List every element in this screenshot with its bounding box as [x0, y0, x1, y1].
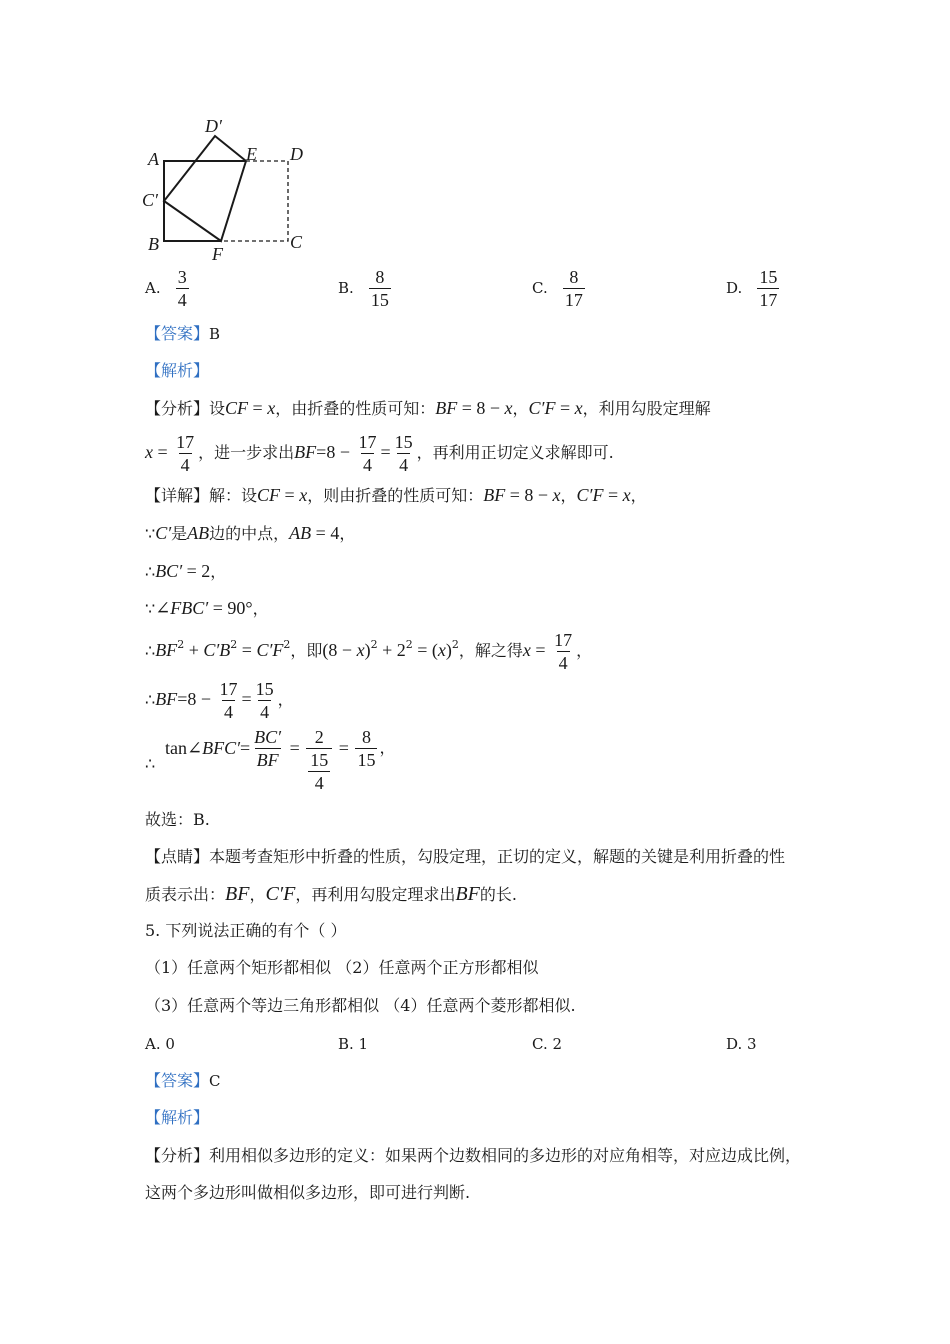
- q4-detail-line1: 【详解】解：设CF = x，则由折叠的性质可知：BF = 8 − x，C′F = x，: [145, 485, 647, 505]
- q4-detail-line5: $\therefore BF^2 + C'B^2 = C'F^2$，即$(8 - x)^2 + 2^2 = (x)^2$，解之得x = $\frac{17}{4}$ ，: [145, 630, 593, 673]
- label-d: D: [290, 144, 303, 164]
- figure-dashed-lines: [221, 161, 288, 241]
- q4-guxuan: 故选：B.: [145, 810, 210, 829]
- q5-answer: 【答案】C: [145, 1071, 221, 1090]
- label-f: F: [212, 244, 223, 262]
- q5-analysis-line1: 【分析】利用相似多边形的定义：如果两个边数相同的多边形的对应角相等，对应边成比例，: [145, 1146, 802, 1165]
- label-c-prime: C′: [142, 190, 158, 210]
- q4-option-d: D. $\frac{15}{17}$: [726, 267, 778, 310]
- q5-statement-1-2: （1）任意两个矩形都相似 （2）任意两个正方形都相似: [145, 958, 539, 977]
- q4-analysis-line1: 【分析】设CF = x，由折叠的性质可知：BF = 8 − x，C′F = x，利用勾股定理解: [145, 398, 711, 418]
- label-a: A: [148, 149, 159, 169]
- q4-analysis-line2: x = $\frac{17}{4}$ ，进一步求出BF=8 − $\frac{17}{4}$ = $\frac{15}{4}$ ，再利用正切定义求解即可.: [145, 432, 614, 475]
- q5-stem: 5. 下列说法正确的有个（ ）: [145, 921, 347, 940]
- q4-detail-line3: ∴BC′ = 2，: [145, 561, 227, 581]
- q5-option-c: C. 2: [532, 1035, 563, 1053]
- figure-folded-edges: [164, 136, 246, 241]
- q4-detail-line6: ∴BF=8 − $\frac{17}{4}$ = $\frac{15}{4}$ ，: [145, 679, 294, 722]
- q4-option-b: B. $\frac{8}{15}$: [338, 267, 389, 310]
- q5-jiexi-heading: 【解析】: [145, 1108, 210, 1127]
- q4-option-c: C. $\frac{8}{17}$: [532, 267, 583, 310]
- q4-jiexi-heading: 【解析】: [145, 361, 210, 380]
- q4-comment-line1: 【点睛】本题考查矩形中折叠的性质，勾股定理，正切的定义，解题的关键是利用折叠的性: [145, 847, 786, 866]
- q5-analysis-line2: 这两个多边形叫做相似多边形，即可进行判断.: [145, 1183, 471, 1202]
- q5-option-a: A. 0: [145, 1035, 175, 1053]
- q4-detail-line2: ∵C′是AB边的中点，AB = 4，: [145, 523, 356, 543]
- label-e: E: [246, 144, 257, 164]
- label-d-prime: D′: [205, 116, 222, 136]
- q4-option-a: A. $\frac{3}{4}$: [145, 267, 187, 310]
- q5-option-d: D. 3: [726, 1035, 757, 1053]
- label-b: B: [148, 234, 159, 254]
- q4-detail-line4: ∵∠FBC′ = 90°，: [145, 598, 269, 618]
- q4-comment-line2: 质表示出：BF，C′F，再利用勾股定理求出BF的长.: [145, 883, 517, 905]
- folding-figure: [140, 110, 330, 262]
- q4-answer: 【答案】B: [145, 324, 221, 343]
- q5-statement-3-4: （3）任意两个等边三角形都相似 （4）任意两个菱形都相似.: [145, 996, 576, 1015]
- q5-option-b: B. 1: [338, 1035, 369, 1053]
- label-c: C: [290, 232, 303, 252]
